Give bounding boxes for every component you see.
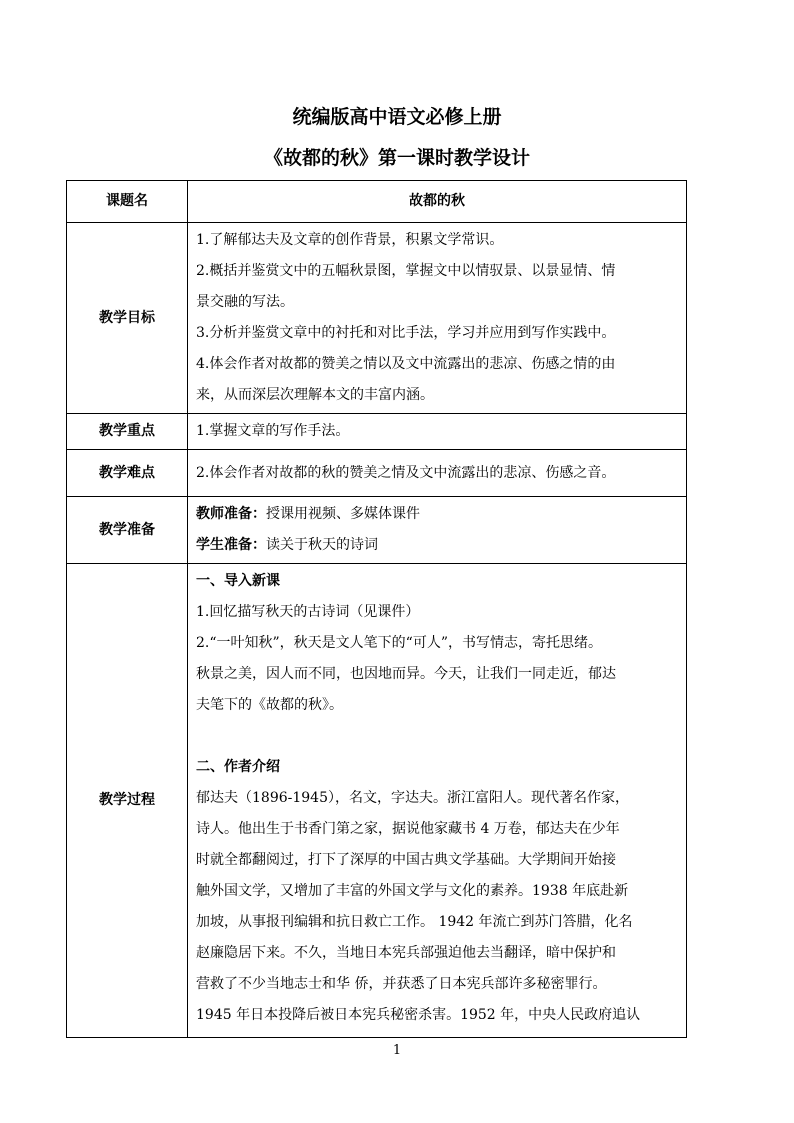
- goal-line: 4.体会作者对故都的赞美之情以及文中流露出的悲凉、伤感之情的由: [196, 356, 616, 372]
- section-heading: 二、作者介绍: [196, 759, 280, 775]
- process-label: 教学过程: [67, 564, 188, 1038]
- section-heading: 一、导入新课: [196, 573, 280, 589]
- goals-label: 教学目标: [67, 223, 188, 414]
- process-line: 夫笔下的《故都的秋》。: [196, 697, 343, 713]
- goal-line: 1.了解郁达夫及文章的创作背景，积累文学常识。: [196, 232, 504, 248]
- key-point-text: 1.掌握文章的写作手法。: [196, 423, 350, 439]
- preparation-content: [188, 497, 687, 564]
- process-content: [188, 564, 687, 1038]
- table-row-key-point: [67, 414, 687, 450]
- table-row-preparation: [67, 497, 687, 564]
- student-preparation: [196, 530, 680, 561]
- table-row-goals: [67, 223, 687, 414]
- topic-value: 故都的秋: [188, 181, 687, 223]
- process-line: 诗人。他出生于书香门第之家，据说他家藏书 4 万卷，郁达夫在少年: [196, 821, 620, 837]
- process-line: 1.回忆描写秋天的古诗词（见课件）: [196, 604, 420, 620]
- goal-line: 来，从而深层次理解本文的丰富内涵。: [196, 387, 434, 403]
- difficulty-content: [188, 450, 687, 497]
- goal-line: 2.概括并鉴赏文中的五幅秋景图，掌握文中以情驭景、以景显情、情: [196, 263, 616, 279]
- process-line: 时就全都翻阅过，打下了深厚的中国古典文学基础。大学期间开始接: [196, 852, 616, 868]
- process-line: 秋景之美，因人而不同，也因地而异。今天，让我们一同走近，郁达: [196, 666, 616, 682]
- teacher-preparation: [196, 499, 680, 530]
- preparation-label: 教学准备: [67, 497, 188, 564]
- process-line: 加坡，从事报刊编辑和抗日救亡工作。 1942 年流亡到苏门答腊，化名: [196, 914, 633, 930]
- goals-content: [188, 223, 687, 414]
- difficulty-text: 2.体会作者对故都的秋的赞美之情及文中流露出的悲凉、伤感之音。: [196, 464, 616, 481]
- teacher-preparation-label: 教师准备：: [196, 506, 266, 522]
- page-number: 1: [392, 1043, 402, 1058]
- table-row-topic: [67, 181, 687, 223]
- lesson-plan-table: [66, 180, 687, 1038]
- process-line: 1945 年日本投降后被日本宪兵秘密杀害。1952 年，中央人民政府追认: [196, 1007, 641, 1023]
- process-line: 郁达夫（1896-1945），名文，字达夫。浙江富阳人。现代著名作家，: [196, 790, 629, 806]
- key-point-label: 教学重点: [67, 414, 188, 450]
- student-preparation-text: 读关于秋天的诗词: [266, 537, 378, 553]
- table-row-process: [67, 564, 687, 1038]
- process-line: 赵廉隐居下来。不久，当地日本宪兵部强迫他去当翻译，暗中保护和: [196, 945, 616, 961]
- student-preparation-label: 学生准备：: [196, 537, 266, 553]
- document-title: 统编版高中语文必修上册: [292, 106, 502, 128]
- goal-line: 3.分析并鉴赏文章中的衬托和对比手法，学习并应用到写作实践中。: [196, 325, 616, 341]
- process-line: 营救了不少当地志士和华 侨，并获悉了日本宪兵部许多秘密罪行。: [196, 976, 607, 992]
- key-point-content: [188, 414, 687, 450]
- process-line: 触外国文学，又增加了丰富的外国文学与文化的素养。1938 年底赴新: [196, 883, 629, 899]
- difficulty-label: 教学难点: [67, 450, 188, 497]
- blank-line: [196, 721, 680, 752]
- teacher-preparation-text: 授课用视频、多媒体课件: [266, 506, 420, 522]
- process-line: 2.“一叶知秋”，秋天是文人笔下的“可人”，书写情志，寄托思绪。: [196, 635, 602, 651]
- goal-line: 景交融的写法。: [196, 294, 294, 310]
- document-subtitle: 《故都的秋》第一课时教学设计: [263, 147, 530, 169]
- topic-label: 课题名: [67, 181, 188, 223]
- table-row-difficulty: [67, 450, 687, 497]
